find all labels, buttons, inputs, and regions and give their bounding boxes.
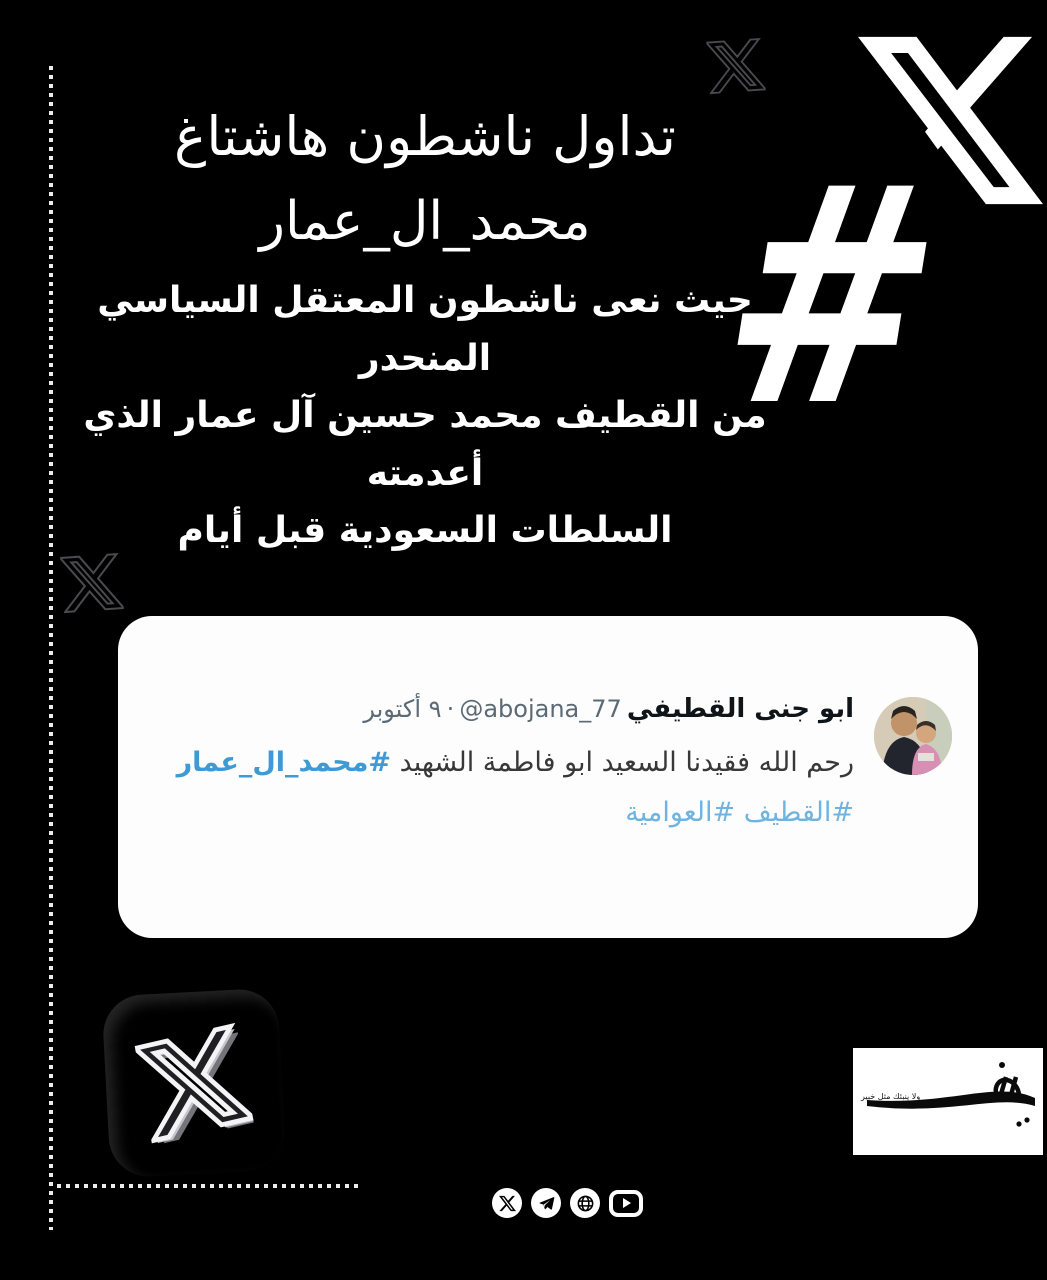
hashtag-link[interactable]: #محمد_ال_عمار <box>176 747 392 778</box>
telegram-icon[interactable] <box>531 1188 561 1218</box>
subheadline-line1: حيث نعى ناشطون المعتقل السياسي المنحدر <box>97 280 753 379</box>
hashtag-links-line2[interactable]: #القطيف #العوامية <box>625 796 854 828</box>
headline-line1: تداول ناشطون هاشتاغ <box>174 105 676 168</box>
youtube-icon[interactable] <box>609 1190 643 1217</box>
headline <box>65 96 785 259</box>
play-triangle-icon <box>623 1198 631 1208</box>
khabir-logo-box <box>853 1048 1043 1155</box>
x-logo-3d-glyph <box>134 1020 254 1146</box>
tweet-body-text: رحم الله فقيدنا السعيد ابو فاطمة الشهيد <box>399 747 854 778</box>
hash-symbol: # <box>700 123 963 472</box>
tweet-header <box>142 694 854 724</box>
tweet-handle[interactable]: @abojana_77 <box>459 695 622 723</box>
khabir-tagline: ولا ينبئك مثل خبير <box>861 1092 921 1101</box>
headline-line2: محمد_ال_عمار <box>259 191 591 252</box>
subheadline <box>45 272 805 560</box>
avatar[interactable] <box>874 697 952 775</box>
tweet-date[interactable]: ٩ أكتوبر <box>363 695 442 723</box>
tweet-card <box>118 616 978 938</box>
dotted-border-vertical <box>49 66 53 1230</box>
x-logo-3d-cube-icon <box>101 988 286 1179</box>
x-logo-outline-icon <box>60 551 124 615</box>
footer-social-icons <box>492 1188 643 1218</box>
tweet-body <box>142 738 854 838</box>
tweet-separator: · <box>446 695 455 723</box>
dotted-border-horizontal <box>57 1184 363 1188</box>
tweet-display-name[interactable]: ابو جنى القطيفي <box>626 694 854 724</box>
subheadline-line2: من القطيف محمد حسين آل عمار الذي أعدمته <box>83 395 767 494</box>
tweet-content <box>142 694 854 838</box>
globe-icon[interactable] <box>570 1188 600 1218</box>
calligraphy-swoosh <box>853 1048 1043 1155</box>
x-social-icon[interactable] <box>492 1188 522 1218</box>
avatar-image <box>874 697 952 775</box>
x-logo-outline-icon <box>706 36 766 96</box>
subheadline-line3: السلطات السعودية قبل أيام <box>177 510 673 552</box>
